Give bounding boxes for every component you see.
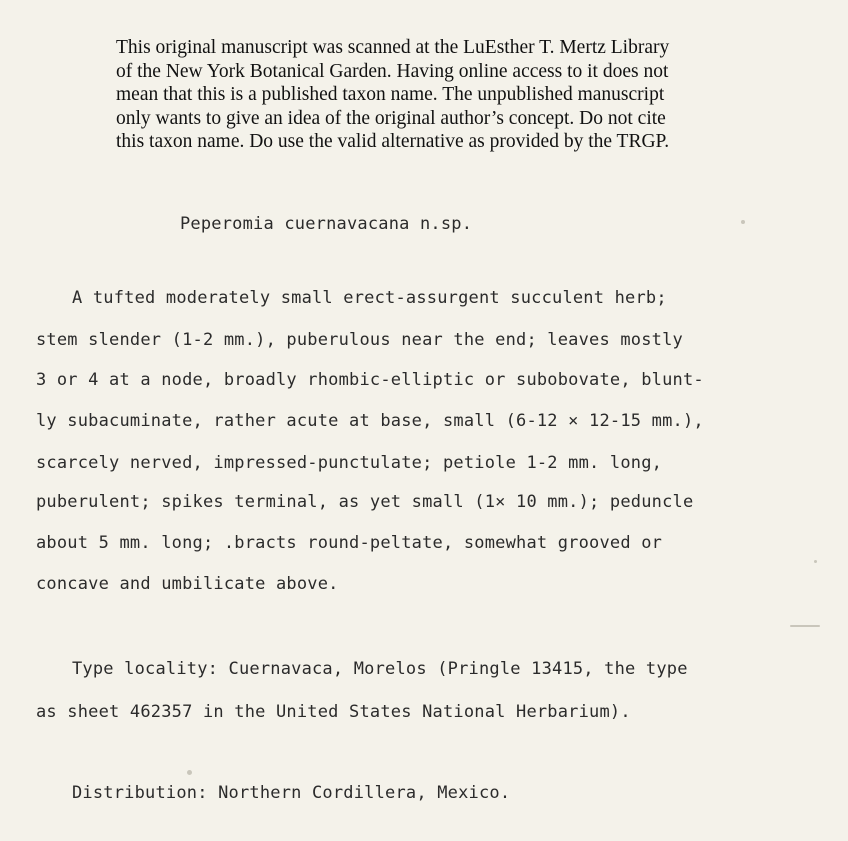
library-notice [116, 36, 756, 154]
description-line: ly subacuminate, rather acute at base, small (6-12 × 12-15 mm.), [36, 411, 704, 431]
notice-line: this taxon name. Do use the valid alternative as provided by the TRGP. [116, 131, 670, 152]
description-line: concave and umbilicate above. [36, 574, 339, 594]
paper-speck [187, 770, 192, 775]
description-line: 3 or 4 at a node, broadly rhombic-elliptic or subobovate, blunt- [36, 370, 704, 390]
type-locality-line: as sheet 462357 in the United States National Herbarium). [36, 702, 631, 722]
distribution-line: Distribution: Northern Cordillera, Mexico. [72, 783, 511, 803]
description-line: stem slender (1-2 mm.), puberulous near the end; leaves mostly [36, 330, 683, 350]
species-title: Peperomia cuernavacana n.sp. [180, 214, 473, 234]
notice-line: This original manuscript was scanned at the LuEsther T. Mertz Library [116, 37, 670, 58]
paper-speck [741, 220, 745, 224]
description-line: puberulent; spikes terminal, as yet small (1× 10 mm.); peduncle [36, 492, 694, 512]
type-locality-line: Type locality: Cuernavaca, Morelos (Pringle 13415, the type [72, 659, 688, 679]
description-line: scarcely nerved, impressed-punctulate; petiole 1-2 mm. long, [36, 453, 663, 473]
paper-speck [790, 625, 820, 627]
description-line: about 5 mm. long; .bracts round-peltate, somewhat grooved or [36, 533, 663, 553]
notice-line: of the New York Botanical Garden. Having online access to it does not [116, 60, 669, 82]
notice-line: only wants to give an idea of the original author’s concept. Do not cite [116, 107, 666, 129]
description-line: A tufted moderately small erect-assurgent succulent herb; [72, 288, 667, 308]
notice-line: mean that this is a published taxon name. The unpublished manuscript [116, 84, 665, 105]
paper-speck [814, 560, 817, 563]
